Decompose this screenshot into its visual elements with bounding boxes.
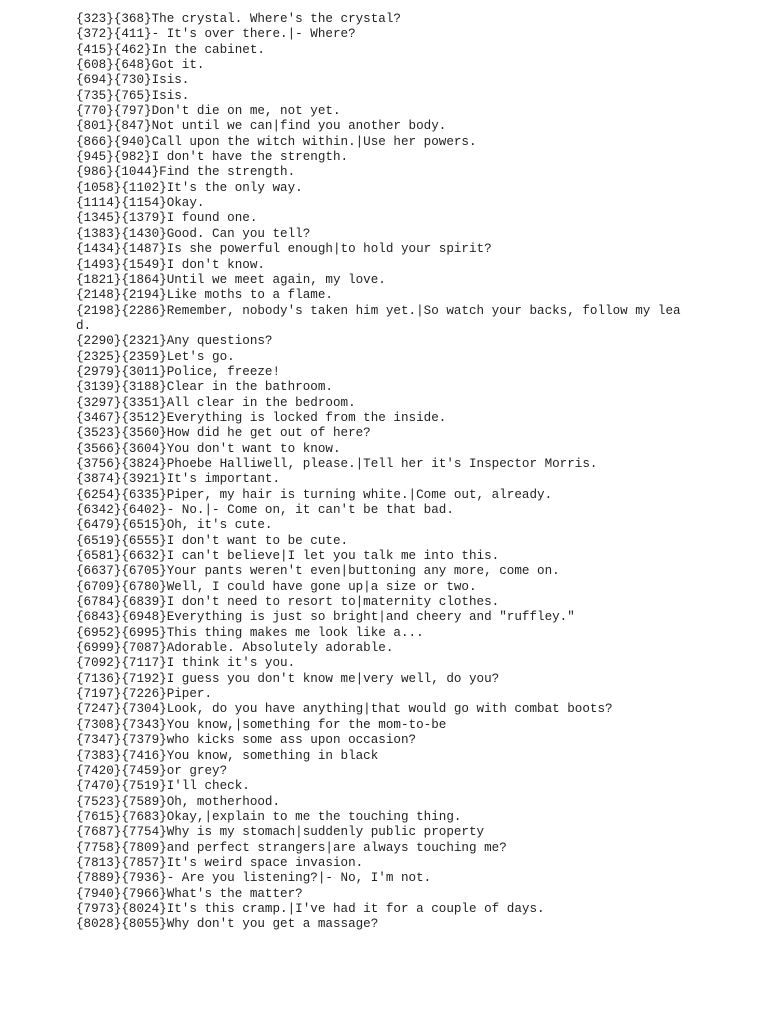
- subtitle-line: {1383}{1430}Good. Can you tell?: [76, 226, 311, 241]
- subtitle-line: {3756}{3824}Phoebe Halliwell, please.|Tell her it's Inspector Morris.: [76, 456, 598, 471]
- subtitle-line: {2198}{2286}Remember, nobody's taken him yet.|So watch your backs, follow my lea: [76, 303, 681, 318]
- subtitle-line: {323}{368}The crystal. Where's the crystal?: [76, 12, 401, 26]
- subtitle-line: {866}{940}Call upon the witch within.|Use her powers.: [76, 134, 477, 149]
- subtitle-line: {7420}{7459}or grey?: [76, 763, 228, 778]
- subtitle-line: {801}{847}Not until we can|find you another body.: [76, 119, 447, 134]
- subtitle-line: {7889}{7936}- Are you listening?|- No, I'm not.: [76, 871, 432, 886]
- subtitle-line: {7347}{7379}who kicks some ass upon occasion?: [76, 733, 417, 748]
- subtitle-line: {7136}{7192}I guess you don't know me|very well, do you?: [76, 671, 500, 686]
- subtitle-line: {7470}{7519}I'll check.: [76, 779, 250, 794]
- subtitle-line: {3139}{3188}Clear in the bathroom.: [76, 380, 333, 395]
- subtitle-line: {1821}{1864}Until we meet again, my love.: [76, 272, 386, 287]
- subtitle-line: {6709}{6780}Well, I could have gone up|a size or two.: [76, 579, 477, 594]
- subtitle-line: {7523}{7589}Oh, motherhood.: [76, 794, 281, 809]
- subtitle-line: {6519}{6555}I don't want to be cute.: [76, 533, 349, 548]
- subtitle-line: {372}{411}- It's over there.|- Where?: [76, 27, 356, 42]
- subtitle-line: {1058}{1102}It's the only way.: [76, 180, 303, 195]
- subtitle-line: {6254}{6335}Piper, my hair is turning white.|Come out, already.: [76, 487, 553, 502]
- subtitle-line: {7092}{7117}I think it's you.: [76, 656, 296, 671]
- subtitle-line: {1493}{1549}I don't know.: [76, 257, 265, 272]
- subtitle-line: {7383}{7416}You know, something in black: [76, 748, 379, 763]
- subtitle-line: {735}{765}Isis.: [76, 88, 190, 103]
- subtitle-line: {1345}{1379}I found one.: [76, 211, 258, 226]
- subtitle-line: {3566}{3604}You don't want to know.: [76, 441, 341, 456]
- subtitle-line-wrap: d.: [76, 318, 92, 333]
- subtitle-line: {415}{462}In the cabinet.: [76, 42, 265, 57]
- subtitle-line: {986}{1044}Find the strength.: [76, 165, 296, 180]
- subtitle-line: {7973}{8024}It's this cramp.|I've had it for a couple of days.: [76, 901, 545, 916]
- subtitle-line: {608}{648}Got it.: [76, 58, 205, 73]
- subtitle-line: {6952}{6995}This thing makes me look like a...: [76, 625, 424, 640]
- subtitle-line: {694}{730}Isis.: [76, 73, 190, 88]
- subtitle-document: [76, 12, 681, 933]
- subtitle-line: {6581}{6632}I can't believe|I let you talk me into this.: [76, 549, 500, 564]
- subtitle-line: {6843}{6948}Everything is just so bright|and cheery and "ruffley.": [76, 610, 575, 625]
- subtitle-line: {7247}{7304}Look, do you have anything|that would go with combat boots?: [76, 702, 613, 717]
- subtitle-line: {945}{982}I don't have the strength.: [76, 150, 349, 165]
- subtitle-line: {2290}{2321}Any questions?: [76, 334, 273, 349]
- subtitle-line: {2325}{2359}Let's go.: [76, 349, 235, 364]
- subtitle-line: {6784}{6839}I don't need to resort to|maternity clothes.: [76, 595, 500, 610]
- subtitle-line: {3467}{3512}Everything is locked from the inside.: [76, 410, 447, 425]
- subtitle-line: {7758}{7809}and perfect strangers|are always touching me?: [76, 840, 507, 855]
- subtitle-line: {2148}{2194}Like moths to a flame.: [76, 288, 333, 303]
- subtitle-line: {7615}{7683}Okay,|explain to me the touching thing.: [76, 809, 462, 824]
- subtitle-line: {7308}{7343}You know,|something for the mom-to-be: [76, 717, 447, 732]
- subtitle-line: {1114}{1154}Okay.: [76, 196, 205, 211]
- subtitle-line: {3874}{3921}It's important.: [76, 472, 281, 487]
- subtitle-line: {6637}{6705}Your pants weren't even|buttoning any more, come on.: [76, 564, 560, 579]
- subtitle-line: {8028}{8055}Why don't you get a massage?: [76, 917, 379, 932]
- subtitle-line: {7197}{7226}Piper.: [76, 687, 213, 702]
- subtitle-line: {3523}{3560}How did he get out of here?: [76, 426, 371, 441]
- subtitle-line: {6342}{6402}- No.|- Come on, it can't be that bad.: [76, 503, 454, 517]
- subtitle-line: {3297}{3351}All clear in the bedroom.: [76, 395, 356, 410]
- subtitle-line: {1434}{1487}Is she powerful enough|to hold your spirit?: [76, 242, 492, 257]
- subtitle-line: {770}{797}Don't die on me, not yet.: [76, 104, 341, 119]
- subtitle-line: {6479}{6515}Oh, it's cute.: [76, 518, 273, 533]
- subtitle-line: {6999}{7087}Adorable. Absolutely adorable.: [76, 641, 394, 656]
- subtitle-line: {2979}{3011}Police, freeze!: [76, 364, 281, 379]
- subtitle-line: {7813}{7857}It's weird space invasion.: [76, 855, 364, 870]
- subtitle-line: {7687}{7754}Why is my stomach|suddenly public property: [76, 825, 485, 840]
- subtitle-line: {7940}{7966}What's the matter?: [76, 886, 303, 901]
